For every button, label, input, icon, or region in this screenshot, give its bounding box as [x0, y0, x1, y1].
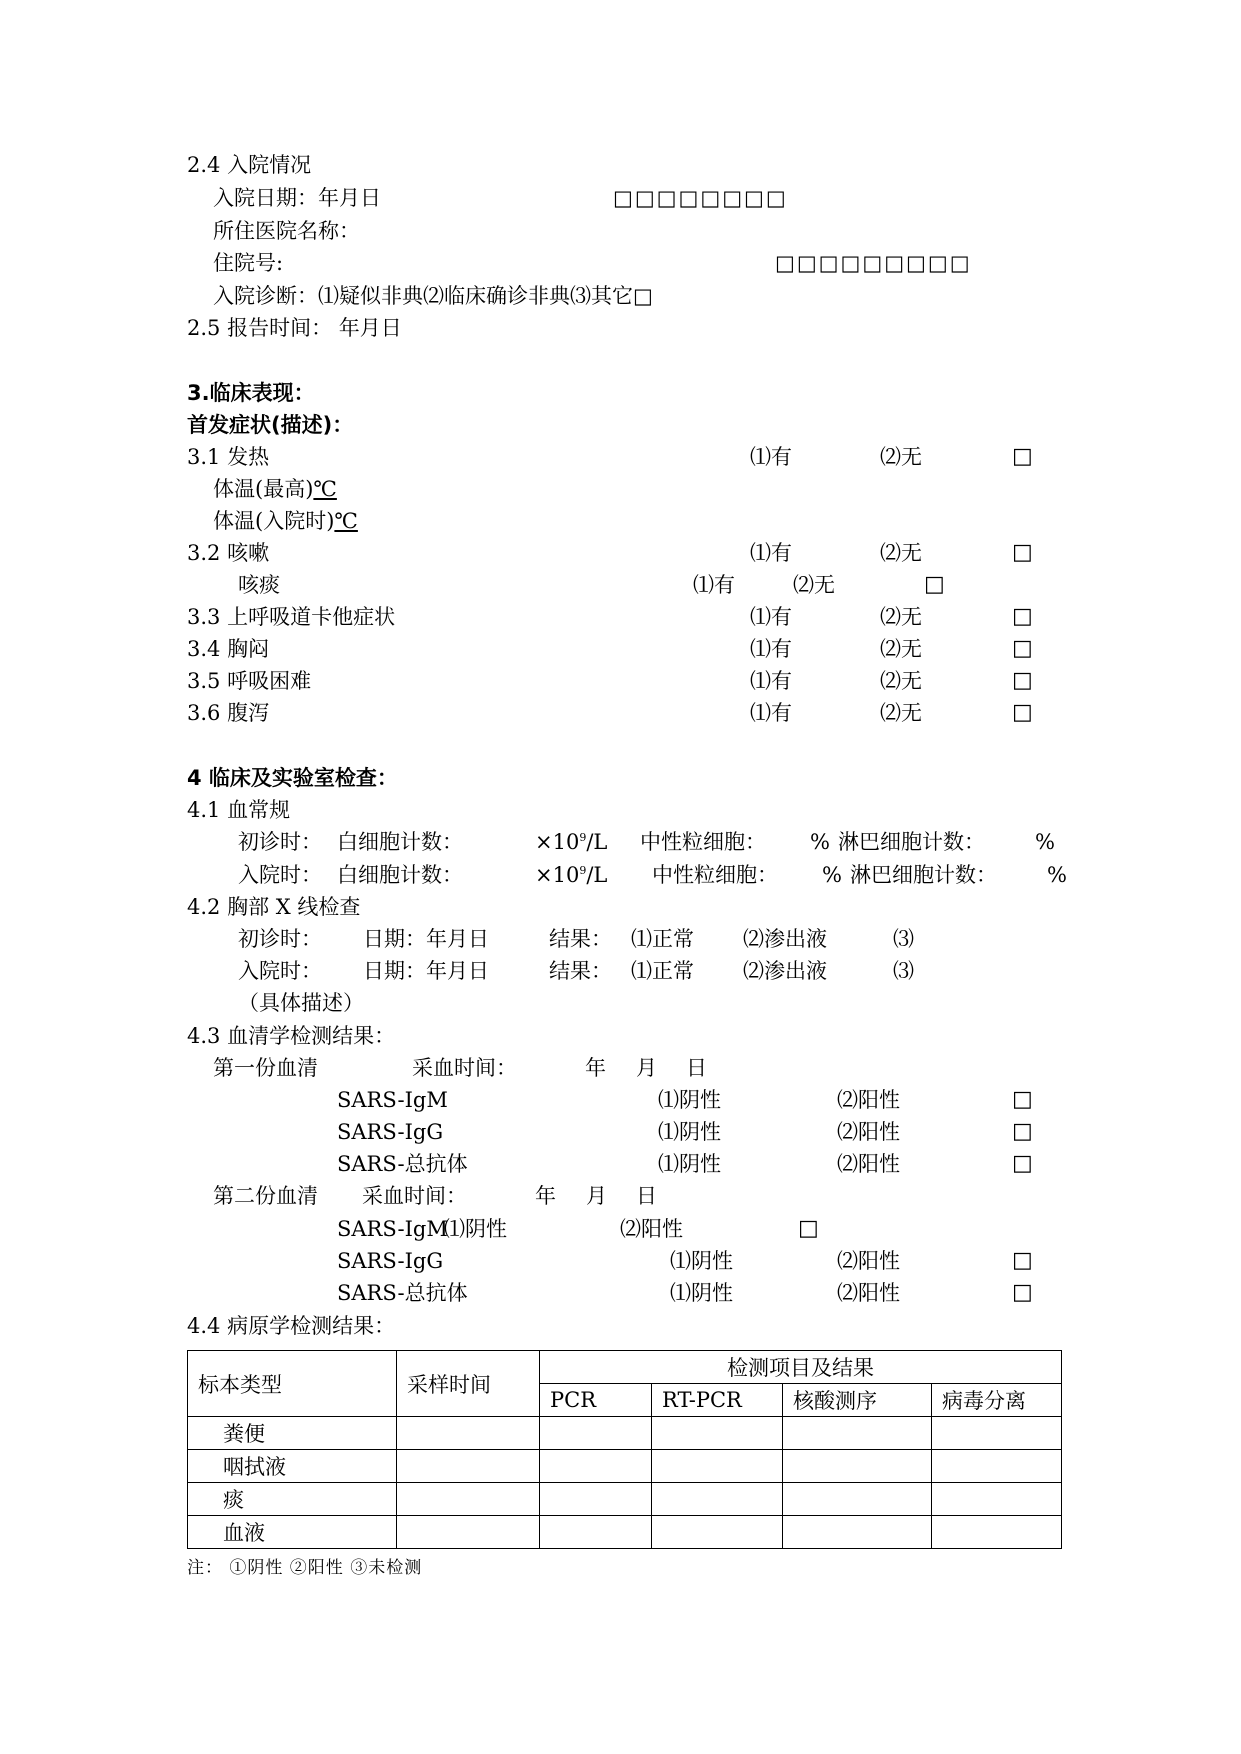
chest-yes-option: ⑴有 — [750, 637, 792, 661]
xray-first-normal-option: ⑴正常 — [631, 927, 694, 951]
xray-admit-result-label: 结果： — [549, 959, 612, 983]
temp-max-row — [213, 476, 337, 502]
dyspnea-checkbox[interactable]: □ — [1012, 668, 1033, 693]
cell-input[interactable] — [540, 1483, 652, 1516]
sputum-yes-option: ⑴有 — [693, 573, 735, 597]
serum2-igg-label: SARS-IgG — [337, 1249, 444, 1273]
blood-first-wbc-label: 白细胞计数： — [337, 830, 463, 854]
blood-admit-lymph-label: 淋巴细胞计数： — [850, 863, 997, 887]
fever-checkbox[interactable]: □ — [1012, 444, 1033, 469]
temp-admit-row — [213, 508, 358, 534]
blood-first-visit-label: 初诊时： — [238, 830, 322, 854]
cell-input[interactable] — [783, 1516, 932, 1549]
serum1-sample-time-label: 采血时间： — [412, 1056, 517, 1080]
serum2-month: 月 — [586, 1184, 607, 1208]
diarrhea-yes-option: ⑴有 — [750, 701, 792, 725]
fever-label: 3.1 发热 — [187, 445, 270, 469]
serum1-total-pos: ⑵阳性 — [837, 1152, 900, 1176]
cell-input[interactable] — [397, 1516, 540, 1549]
sputum-checkbox[interactable]: □ — [924, 572, 945, 597]
serum2-total-neg: ⑴阴性 — [670, 1281, 733, 1305]
cell-input[interactable] — [397, 1450, 540, 1483]
serum1-igg-neg: ⑴阴性 — [658, 1120, 721, 1144]
blood-first-lymph-label: 淋巴细胞计数： — [838, 830, 985, 854]
diarrhea-checkbox[interactable]: □ — [1012, 700, 1033, 725]
inpatient-number-checkboxes[interactable]: □□□□□□□□□ — [775, 251, 972, 275]
xray-admit-date-label: 日期：年月日 — [363, 959, 489, 983]
xray-first-option-3: ⑶ — [893, 927, 914, 951]
row-label-throat-swab: 咽拭液 — [188, 1450, 397, 1483]
xray-first-result-label: 结果： — [549, 927, 612, 951]
cell-input[interactable] — [652, 1450, 783, 1483]
cough-no-option: ⑵无 — [880, 541, 922, 565]
fever-yes-option: ⑴有 — [750, 445, 792, 469]
first-symptoms-heading: 首发症状(描述)： — [187, 413, 354, 437]
xray-first-visit-label: 初诊时： — [238, 927, 322, 951]
serum1-igg-checkbox[interactable]: □ — [1012, 1119, 1033, 1144]
serum1-igm-neg: ⑴阴性 — [658, 1088, 721, 1112]
serology-heading: 4.3 血清学检测结果： — [187, 1024, 396, 1048]
cell-input[interactable] — [783, 1450, 932, 1483]
serum2-igg-pos: ⑵阳性 — [837, 1249, 900, 1273]
chest-no-option: ⑵无 — [880, 637, 922, 661]
serum2-total-pos: ⑵阳性 — [837, 1281, 900, 1305]
section-4-heading: 4 临床及实验室检查： — [187, 766, 398, 790]
cell-input[interactable] — [932, 1450, 1062, 1483]
wbc-unit-suffix: /L — [586, 830, 608, 854]
blood-admit-wbc-unit — [535, 862, 607, 888]
hospital-name-label: 所住医院名称： — [213, 219, 360, 243]
cell-input[interactable] — [397, 1483, 540, 1516]
serum1-day: 日 — [686, 1056, 707, 1080]
xray-first-date-label: 日期：年月日 — [363, 927, 489, 951]
xray-admission-label: 入院时： — [238, 959, 322, 983]
dyspnea-no-option: ⑵无 — [880, 669, 922, 693]
row-label-sputum: 痰 — [188, 1483, 397, 1516]
cell-input[interactable] — [652, 1516, 783, 1549]
header-specimen-type: 标本类型 — [188, 1351, 397, 1417]
table-note: 注： ①阴性 ②阳性 ③未检测 — [187, 1558, 423, 1578]
temp-max-unit: ℃ — [313, 477, 337, 501]
temp-admit-unit: ℃ — [334, 509, 358, 533]
dyspnea-yes-option: ⑴有 — [750, 669, 792, 693]
dyspnea-label: 3.5 呼吸困难 — [187, 669, 312, 693]
serum2-year: 年 — [535, 1184, 556, 1208]
chest-tightness-label: 3.4 胸闷 — [187, 637, 270, 661]
blood-admit-neutro-label: 中性粒细胞： — [652, 863, 778, 887]
blood-admission-label: 入院时： — [238, 863, 322, 887]
cell-input[interactable] — [540, 1450, 652, 1483]
row-label-blood: 血液 — [188, 1516, 397, 1549]
cell-input[interactable] — [540, 1516, 652, 1549]
serum2-igm-neg: ⑴阴性 — [444, 1217, 507, 1241]
header-rt-pcr: RT-PCR — [652, 1384, 783, 1417]
serum1-igm-pos: ⑵阳性 — [837, 1088, 900, 1112]
blood-admit-neutro-pct: % — [822, 863, 842, 887]
cell-input[interactable] — [783, 1483, 932, 1516]
chest-checkbox[interactable]: □ — [1012, 636, 1033, 661]
cell-input[interactable] — [932, 1516, 1062, 1549]
header-virus-isolation: 病毒分离 — [932, 1384, 1062, 1417]
cough-yes-option: ⑴有 — [750, 541, 792, 565]
serum1-igg-label: SARS-IgG — [337, 1120, 444, 1144]
wbc-unit-suffix: /L — [586, 863, 608, 887]
temp-max-label: 体温(最高) — [213, 477, 314, 501]
wbc-unit-prefix: ×10 — [535, 863, 580, 887]
blood-admit-lymph-pct: % — [1047, 863, 1067, 887]
blood-routine-heading: 4.1 血常规 — [187, 798, 291, 822]
cell-input[interactable] — [652, 1417, 783, 1450]
cell-input[interactable] — [652, 1483, 783, 1516]
serum1-label: 第一份血清 — [213, 1056, 318, 1080]
cell-input[interactable] — [932, 1483, 1062, 1516]
admission-diagnosis: 入院诊断：⑴疑似非典⑵临床确诊非典⑶其它□ — [213, 284, 653, 308]
cell-input[interactable] — [783, 1417, 932, 1450]
serum2-igm-pos: ⑵阳性 — [620, 1217, 683, 1241]
sputum-label: 咳痰 — [238, 573, 280, 597]
uri-yes-option: ⑴有 — [750, 605, 792, 629]
serum1-total-label: SARS-总抗体 — [337, 1152, 468, 1176]
xray-admit-normal-option: ⑴正常 — [631, 959, 694, 983]
uri-checkbox[interactable]: □ — [1012, 604, 1033, 629]
table-row — [188, 1483, 1062, 1516]
serum1-igg-pos: ⑵阳性 — [837, 1120, 900, 1144]
cell-input[interactable] — [397, 1417, 540, 1450]
section-2-4-heading: 2.4 入院情况 — [187, 153, 312, 177]
serum2-day: 日 — [636, 1184, 657, 1208]
xray-admit-exudate-option: ⑵渗出液 — [743, 959, 827, 983]
header-sample-time: 采样时间 — [397, 1351, 540, 1417]
serum2-igg-checkbox[interactable]: □ — [1012, 1248, 1033, 1273]
wbc-unit-exponent: 9 — [579, 864, 587, 877]
serum2-total-label: SARS-总抗体 — [337, 1281, 468, 1305]
admit-date-checkboxes[interactable]: □□□□□□□□ — [613, 186, 788, 210]
cell-input[interactable] — [932, 1417, 1062, 1450]
admit-date-label: 入院日期：年月日 — [213, 186, 381, 210]
header-pcr: PCR — [540, 1384, 652, 1417]
inpatient-number-label: 住院号: — [213, 251, 284, 275]
blood-first-neutro-label: 中性粒细胞： — [640, 830, 766, 854]
report-time: 2.5 报告时间： 年月日 — [187, 316, 402, 340]
sputum-no-option: ⑵无 — [793, 573, 835, 597]
serum1-year: 年 — [585, 1056, 606, 1080]
diarrhea-no-option: ⑵无 — [880, 701, 922, 725]
temp-admit-label: 体温(入院时) — [213, 509, 335, 533]
section-3-heading: 3.临床表现： — [187, 381, 315, 405]
serum1-total-checkbox[interactable]: □ — [1012, 1151, 1033, 1176]
serum2-label: 第二份血清 — [213, 1184, 318, 1208]
serum1-total-neg: ⑴阴性 — [658, 1152, 721, 1176]
table-row — [188, 1417, 1062, 1450]
header-test-items: 检测项目及结果 — [540, 1351, 1062, 1384]
uri-no-option: ⑵无 — [880, 605, 922, 629]
pathogen-results-table — [187, 1350, 1062, 1549]
wbc-unit-exponent: 9 — [579, 831, 587, 844]
xray-first-exudate-option: ⑵渗出液 — [743, 927, 827, 951]
table-row — [188, 1516, 1062, 1549]
serum2-igm-label: SARS-IgM — [337, 1217, 448, 1241]
xray-heading: 4.2 胸部 X 线检查 — [187, 895, 361, 919]
fever-no-option: ⑵无 — [880, 445, 922, 469]
serum2-igg-neg: ⑴阴性 — [670, 1249, 733, 1273]
row-label-stool: 粪便 — [188, 1417, 397, 1450]
header-sequencing: 核酸测序 — [783, 1384, 932, 1417]
diarrhea-label: 3.6 腹泻 — [187, 701, 270, 725]
blood-first-neutro-pct: % — [810, 830, 830, 854]
serum2-sample-time-label: 采血时间： — [362, 1184, 467, 1208]
table-row — [188, 1450, 1062, 1483]
serum1-igm-label: SARS-IgM — [337, 1088, 448, 1112]
xray-detail-label: （具体描述） — [238, 991, 364, 1015]
serum1-month: 月 — [636, 1056, 657, 1080]
uri-label: 3.3 上呼吸道卡他症状 — [187, 605, 396, 629]
blood-admit-wbc-label: 白细胞计数： — [337, 863, 463, 887]
serum2-total-checkbox[interactable]: □ — [1012, 1280, 1033, 1305]
pathogen-heading: 4.4 病原学检测结果： — [187, 1314, 396, 1338]
blood-first-lymph-pct: % — [1035, 830, 1055, 854]
serum2-igm-checkbox[interactable]: □ — [798, 1216, 819, 1241]
blood-first-wbc-unit — [535, 829, 607, 855]
wbc-unit-prefix: ×10 — [535, 830, 580, 854]
xray-admit-option-3: ⑶ — [893, 959, 914, 983]
cough-label: 3.2 咳嗽 — [187, 541, 270, 565]
cell-input[interactable] — [540, 1417, 652, 1450]
serum1-igm-checkbox[interactable]: □ — [1012, 1087, 1033, 1112]
cough-checkbox[interactable]: □ — [1012, 540, 1033, 565]
